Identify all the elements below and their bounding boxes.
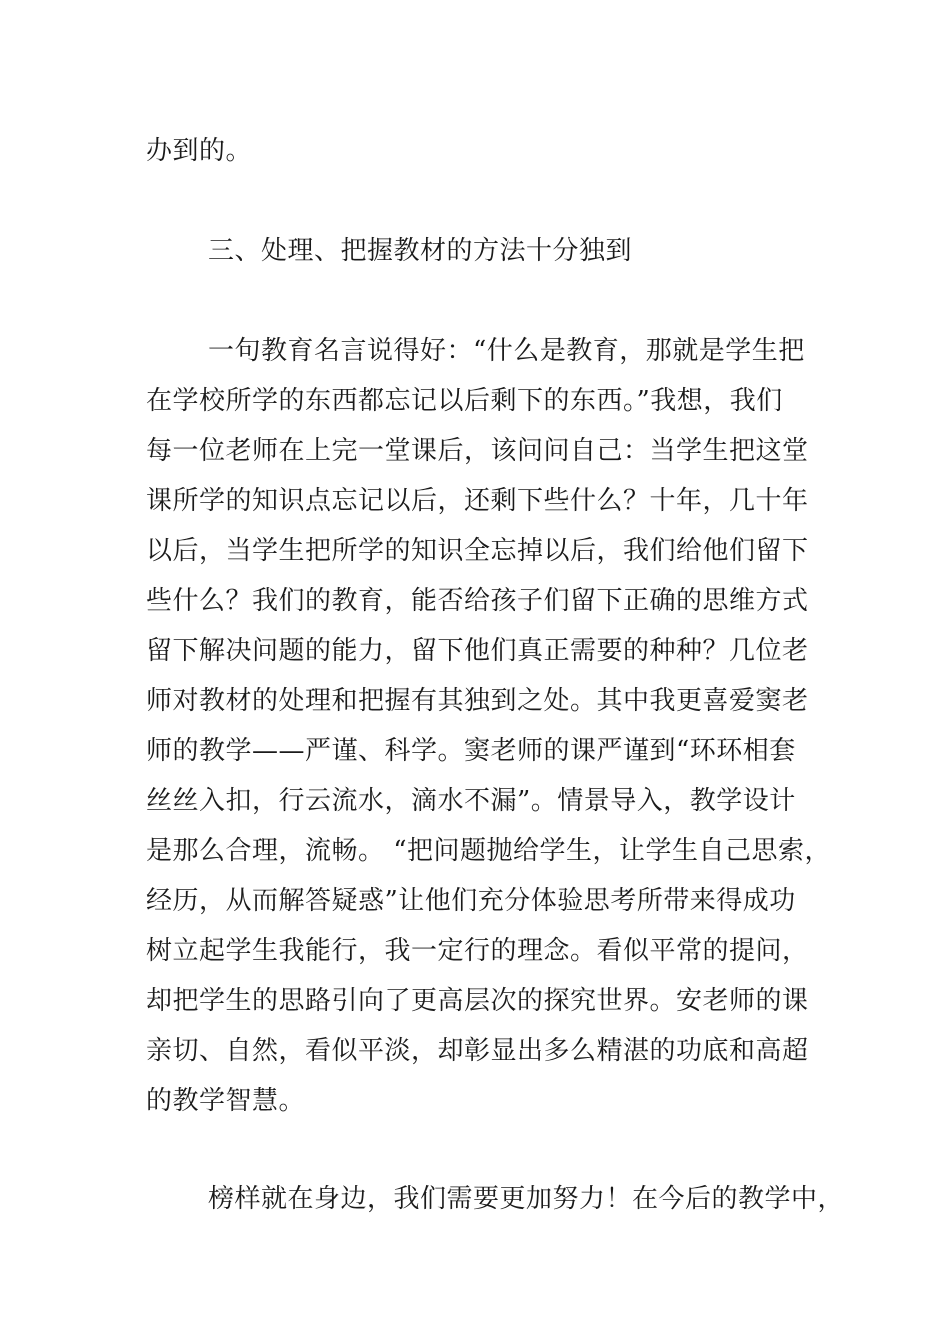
- paragraph-line: 些什么？我们的教育，能否给孩子们留下正确的思维方式: [146, 586, 809, 616]
- paragraph-line: 每一位老师在上完一堂课后，该问问自己：当学生把这堂: [146, 436, 809, 466]
- paragraph-line: 是那么合理，流畅。 “把问题抛给学生，让学生自己思索，: [146, 836, 832, 866]
- paragraph-line: 师对教材的处理和把握有其独到之处。其中我更喜爱窦老: [146, 686, 809, 716]
- paragraph-line: 留下解决问题的能力，留下他们真正需要的种种？几位老: [146, 636, 809, 666]
- paragraph-line: 在学校所学的东西都忘记以后剩下的东西。”我想，我们: [146, 386, 783, 416]
- paragraph-line: 经历，从而解答疑惑”让他们充分体验思考所带来得成功: [146, 886, 796, 916]
- section-heading: 三、处理、把握教材的方法十分独到: [208, 236, 633, 266]
- closing-line: 榜样就在身边，我们需要更加努力！在今后的教学中，: [208, 1184, 845, 1214]
- intro-tail-text: 办到的。: [146, 136, 253, 166]
- paragraph-line: 师的教学——严谨、科学。窦老师的课严谨到“环环相套: [146, 736, 796, 766]
- paragraph-line: 课所学的知识点忘记以后，还剩下些什么？十年，几十年: [146, 486, 809, 516]
- paragraph-line: 树立起学生我能行，我一定行的理念。看似平常的提问，: [146, 936, 809, 966]
- paragraph-line: 却把学生的思路引向了更高层次的探究世界。安老师的课: [146, 986, 809, 1016]
- paragraph-line: 丝丝入扣，行云流水，滴水不漏”。情景导入，教学设计: [146, 786, 796, 816]
- paragraph-line: 以后，当学生把所学的知识全忘掉以后，我们给他们留下: [146, 536, 809, 566]
- paragraph-line: 一句教育名言说得好：“什么是教育，那就是学生把: [208, 336, 805, 366]
- paragraph-line: 亲切、自然，看似平淡，却彰显出多么精湛的功底和高超: [146, 1036, 809, 1066]
- paragraph-line: 的教学智慧。: [146, 1086, 306, 1116]
